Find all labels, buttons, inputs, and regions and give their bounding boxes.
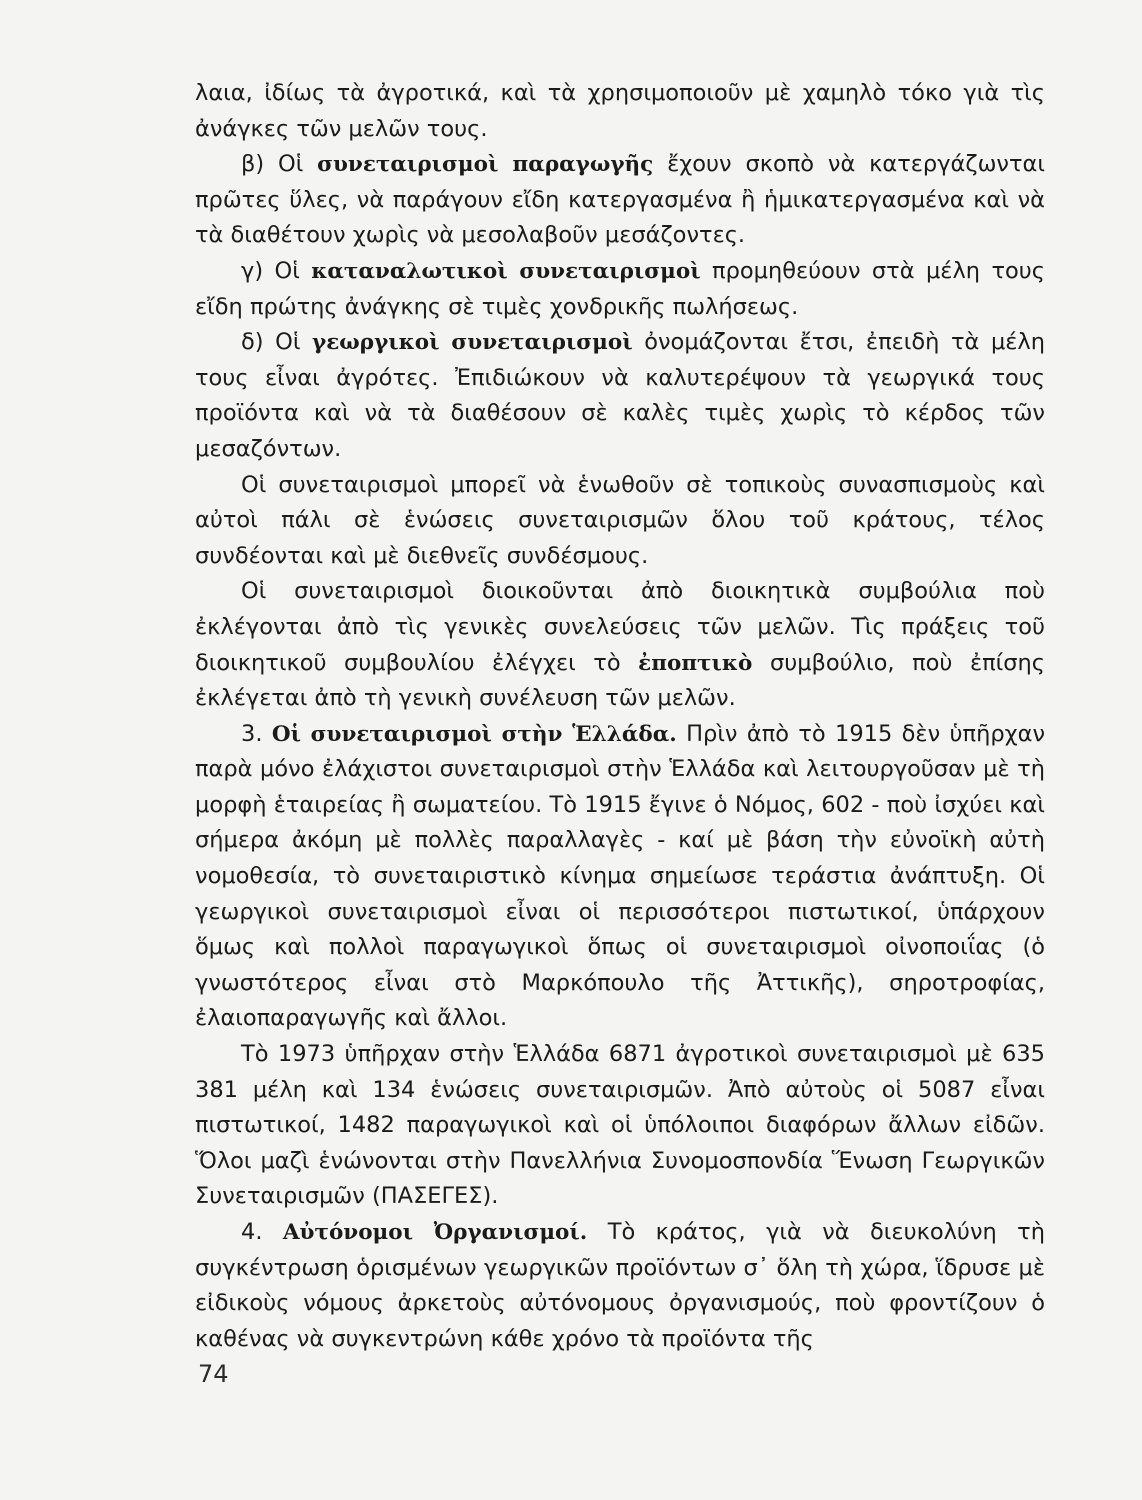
text-run: Τὸ 1973 ὑπῆρχαν στὴν Ἑλλάδα 6871 ἀγροτικοὶ συνεταιρισμοὶ μὲ 635 381 μέλη καὶ 134 ἑνώσεις συνεταιρισμῶν. Ἀπὸ αὐτοὺς οἱ 5087 εἶναι πιστωτικοί, 1482 παραγωγικοὶ καὶ οἱ ὑπόλοιποι διαφόρων ἄλλων εἰδῶν. Ὅλοι μαζὶ ἑνώνονται στὴν Πανελλήνια Συνομοσπονδία Ἕνωση Γεωργικῶν Συνεταιρισμῶν (ΠΑΣΕΓΕΣ). <box>195 1041 1045 1210</box>
paragraph <box>195 76 1045 147</box>
bold-term: Αὐτόνομοι Ὀργανισμοί. <box>282 1220 588 1245</box>
text-run: 4. <box>241 1219 283 1245</box>
paragraph <box>195 325 1045 467</box>
text-run: δ) Οἱ <box>241 329 313 356</box>
paragraph <box>195 468 1045 575</box>
text-run: 3. <box>241 720 272 747</box>
bold-term: ἐποπτικὸ <box>638 650 753 676</box>
text-run: ἔχουν σκοπὸ νὰ κατεργάζωνται πρῶτες ὕλες, νὰ παράγουν εἴδη κατεργασμένα ἢ ἡμικατεργασμένα καὶ νὰ τὰ διαθέτουν χωρὶς νὰ μεσολαβοῦν μεσάζοντες. <box>195 151 1045 249</box>
text-run: Τὸ κράτος, γιὰ νὰ διευκολύνη τὴ συγκέντρωση ὁρισμένων γεωργικῶν προϊόντων σ᾽ ὅλη τὴ χώρα, ἵδρυσε μὲ εἰδικοὺς νόμους ἀρκετοὺς αὐτόνομους ὀργανισμούς, ποὺ φροντίζουν ὁ καθένας νὰ συγκεντρώνη κάθε χρόνο τὰ προϊόντα τῆς <box>195 1219 1045 1352</box>
bold-term: καταναλωτικοὶ συνεταιρισμοὶ <box>311 258 701 284</box>
paragraph <box>195 1037 1045 1215</box>
text-run: προμηθεύουν στὰ μέλη τους εἴδη πρώτης ἀνάγκης σὲ τιμὲς χονδρικῆς πωλήσεως. <box>195 257 1045 320</box>
text-run: β) Οἱ <box>241 151 318 178</box>
paragraph <box>195 717 1045 1037</box>
text-run: Οἱ συνεταιρισμοὶ μπορεῖ νὰ ἑνωθοῦν σὲ τοπικοὺς συνασπισμοὺς καὶ αὐτοὶ πάλι σὲ ἑνώσεις συνεταιρισμῶν ὅλου τοῦ κράτους, τέλος συνδέονται καὶ μὲ διεθνεῖς συνδέσμους. <box>195 471 1045 569</box>
paragraph <box>195 147 1045 254</box>
page-number: 74 <box>198 1360 229 1388</box>
text-run: ὀνομάζονται ἔτσι, ἐπειδὴ τὰ μέλη τους εἶναι ἀγρότες. Ἐπιδιώκουν νὰ καλυτερέψουν τὰ γεωργικά τους προϊόντα καὶ νὰ τὰ διαθέσουν σὲ καλὲς τιμὲς χωρὶς τὸ κέρδος τῶν μεσαζόντων. <box>195 329 1046 462</box>
paragraph <box>195 574 1045 716</box>
text-run: λαια, ἰδίως τὰ ἀγροτικά, καὶ τὰ χρησιμοποιοῦν μὲ χαμηλὸ τόκο γιὰ τὶς ἀνάγκες τῶν μελῶν τους. <box>195 80 1045 142</box>
text-run: συμβούλιο, ποὺ ἐπίσης ἐκλέγεται ἀπὸ τὴ γενικὴ συνέλευση τῶν μελῶν. <box>195 649 1045 712</box>
text-run: Πρὶν ἀπὸ τὸ 1915 δὲν ὑπῆρχαν παρὰ μόνο ἐλάχιστοι συνεταιρισμοὶ στὴν Ἑλλάδα καὶ λειτουργοῦσαν μὲ τὴ μορφὴ ἑταιρείας ἢ σωματείου. Τὸ 1915 ἔγινε ὁ Νόμος, 602 - ποὺ ἰσχύει καὶ σήμερα ἀκόμη μὲ πολλὲς παραλλαγὲς - καί μὲ βάση τὴν εὐνοϊκὴ αὐτὴ νομοθεσία, τὸ συνεταιριστικὸ κίνημα σημείωσε τεράστια ἀνάπτυξη. Οἱ γεωργικοὶ συνεταιρισμοὶ εἶναι οἱ περισσότεροι πιστωτικοί, ὑπάρχουν ὅμως καὶ πολλοὶ παραγωγικοὶ ὅπως οἱ συνεταιρισμοὶ οἰνοποιΐας (ὁ γνωστότερος εἶναι στὸ Μαρκόπουλο τῆς Ἀττικῆς), σηροτροφίας, ἐλαιοπαραγωγῆς καὶ ἄλλοι. <box>195 720 1046 1032</box>
text-run: Οἱ συνεταιρισμοὶ διοικοῦνται ἀπὸ διοικητικὰ συμβούλια ποὺ ἐκλέγονται ἀπὸ τὶς γενικὲς συνελεύσεις τῶν μελῶν. Τὶς πράξεις τοῦ διοικητικοῦ συμβουλίου ἐλέγχει τὸ <box>195 578 1045 676</box>
body-text <box>195 76 1045 1357</box>
paragraph <box>195 254 1045 325</box>
bold-term: Οἱ συνεταιρισμοὶ στὴν Ἑλλάδα. <box>271 721 677 747</box>
text-run: γ) Οἱ <box>241 257 312 284</box>
bold-term: γεωργικοὶ συνεταιρισμοὶ <box>312 330 633 356</box>
bold-term: συνεταιρισμοὶ παραγωγῆς <box>317 152 654 178</box>
paragraph <box>195 1215 1045 1357</box>
